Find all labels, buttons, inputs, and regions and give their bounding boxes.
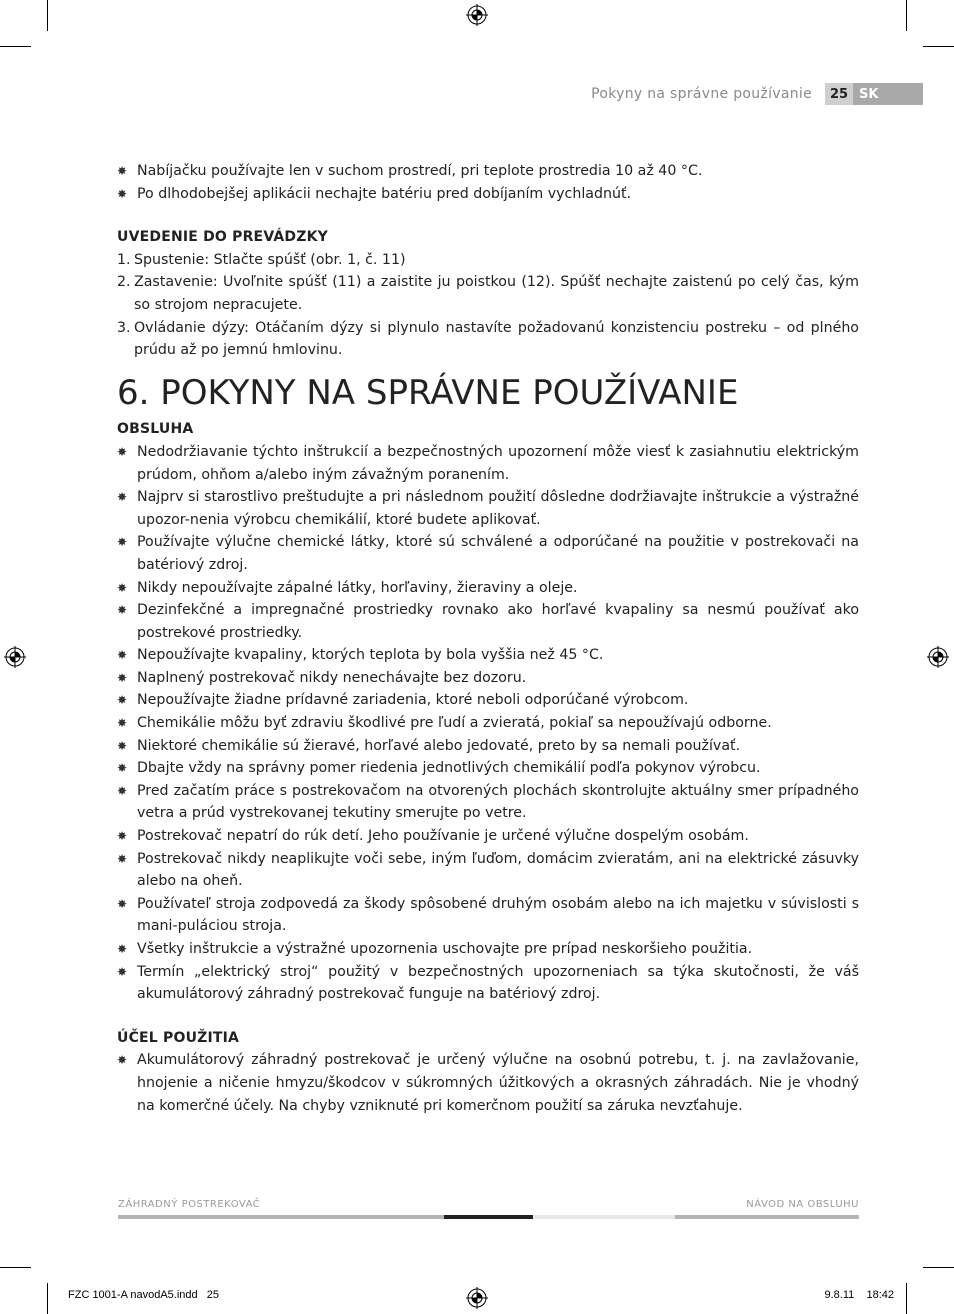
list-item: ✸ Nabíjačku používajte len v suchom prostredí, pri teplote prostredia 10 až 40 °C. — [117, 160, 859, 183]
footer-product-name: ZÁHRADNÝ POSTREKOVAČ — [118, 1199, 261, 1210]
crop-mark — [47, 0, 48, 31]
registration-mark-icon — [4, 646, 26, 668]
page-number: 25 — [825, 83, 853, 105]
crop-mark — [0, 1267, 31, 1268]
list-item: ✸ Nedodržiavanie týchto inštrukcií a bezpečnostných upozornení môže viesť k zasiahnutiu elektrickým prúdom, ohňom a/alebo iným závažným poranením. — [117, 441, 859, 486]
footer-bar — [118, 1215, 444, 1219]
list-item: ✸ Pred začatím práce s postrekovačom na otvorených plochách skontrolujte aktuálny smer prípadného vetra a prúd vystrekovanej tekutiny smerujte po vetre. — [117, 780, 859, 825]
footer-manual-name: NÁVOD NA OBSLUHU — [746, 1199, 859, 1210]
page-badge — [825, 83, 923, 105]
operation-bullet-list — [117, 441, 859, 1006]
list-item: ✸ Používateľ stroja zodpovedá za škody spôsobené druhým osobám alebo na ich majetku v súvislosti s mani-puláciou stroja. — [117, 893, 859, 938]
list-item: ✸ Nepoužívajte žiadne prídavné zariadenia, ktoré neboli odporúčané výrobcom. — [117, 689, 859, 712]
intro-bullet-list — [117, 160, 859, 205]
list-item: ✸ Niektoré chemikálie sú žieravé, horľavé alebo jedovaté, preto by sa nemali používať. — [117, 735, 859, 758]
crop-mark — [47, 1283, 48, 1314]
crop-mark — [923, 46, 954, 47]
crop-mark — [0, 46, 31, 47]
list-item: 1. Spustenie: Stlačte spúšť (obr. 1, č. 11) — [117, 251, 406, 268]
crop-mark — [906, 0, 907, 31]
list-item: ✸ Nepoužívajte kvapaliny, ktorých teplota by bola vyššia než 45 °C. — [117, 644, 859, 667]
crop-mark — [906, 1283, 907, 1314]
list-item: ✸ Najprv si starostlivo preštudujte a pri následnom použití dôsledne dodržiavajte inštrukcie a výstražné upozor-nenia výrobcu chemikálií, ktoré budete aplikovať. — [117, 486, 859, 531]
registration-mark-icon — [466, 1287, 488, 1309]
print-slug-date: 9.8.11 18:42 — [824, 1289, 894, 1301]
list-item: ✸ Dbajte vždy na správny pomer riedenia jednotlivých chemikálií podľa pokynov výrobcu. — [117, 757, 859, 780]
list-item: ✸ Termín „elektrický stroj“ použitý v bezpečnostných upozorneniach sa týka skutočnosti, že váš akumulátorový záhradný postrekovač funguje na batériový zdroj. — [117, 961, 859, 1006]
list-item: ✸ Chemikálie môžu byť zdraviu škodlivé pre ľudí a zvieratá, pokiaľ sa nepoužívajú odborne. — [117, 712, 859, 735]
list-item: ✸ Po dlhodobejšej aplikácii nechajte batériu pred dobíjaním vychladnúť. — [117, 183, 859, 206]
page-content — [117, 160, 859, 1117]
section-heading-operation: OBSLUHA — [117, 421, 194, 438]
list-item: ✸ Nikdy nepoužívajte zápalné látky, horľaviny, žieraviny a oleje. — [117, 577, 859, 600]
footer-bar — [533, 1215, 675, 1219]
footer-bar — [675, 1215, 859, 1219]
purpose-bullet-list — [117, 1049, 859, 1117]
chapter-title: 6. POKYNY NA SPRÁVNE POUŽÍVANIE — [117, 372, 739, 413]
list-item: ✸ Všetky inštrukcie a výstražné upozornenia uschovajte pre prípad neskoršieho použitia. — [117, 938, 859, 961]
list-item: 2. Zastavenie: Uvoľnite spúšť (11) a zaistite ju poistkou (12). Spúšť nechajte zaistenú po celý čas, kým so strojom nepracujete. — [117, 274, 859, 313]
registration-mark-icon — [927, 646, 949, 668]
footer-bar — [444, 1215, 533, 1219]
section-heading-startup: UVEDENIE DO PREVÁDZKY — [117, 229, 328, 246]
crop-mark — [923, 1267, 954, 1268]
startup-steps — [117, 249, 859, 362]
running-header-title: Pokyny na správne používanie — [591, 86, 812, 102]
print-slug-file: FZC 1001-A navodA5.indd 25 — [68, 1289, 220, 1301]
list-item: ✸ Naplnený postrekovač nikdy nenechávajte bez dozoru. — [117, 667, 859, 690]
list-item: ✸ Akumulátorový záhradný postrekovač je určený výlučne na osobnú potrebu, t. j. na zavlažovanie, hnojenie a ničenie hmyzu/škodcov v súkromných úžitkových a okrasných záhradách. Nie je vhodný na komerčné účely. Na chyby vzniknuté pri komerčnom použití sa záruka nevzťahuje. — [117, 1049, 859, 1117]
list-item: ✸ Dezinfekčné a impregnačné prostriedky rovnako ako horľavé kvapaliny sa nesmú používať ako postrekové prostriedky. — [117, 599, 859, 644]
list-item: ✸ Postrekovač nepatrí do rúk detí. Jeho používanie je určené výlučne dospelým osobám. — [117, 825, 859, 848]
section-heading-purpose: ÚČEL POUŽITIA — [117, 1029, 240, 1046]
list-item: 3. Ovládanie dýzy: Otáčaním dýzy si plynulo nastavíte požadovanú konzistenciu postreku – od plného prúdu až po jemnú hmlovinu. — [117, 319, 859, 359]
list-item: ✸ Používajte výlučne chemické látky, ktoré sú schválené a odporúčané na použitie v postrekovači na batériový zdroj. — [117, 531, 859, 576]
registration-mark-icon — [466, 4, 488, 26]
list-item: ✸ Postrekovač nikdy neaplikujte voči sebe, iným ľuďom, domácim zvieratám, ani na elektrické zásuvky alebo na oheň. — [117, 848, 859, 893]
language-code: SK — [853, 83, 923, 105]
